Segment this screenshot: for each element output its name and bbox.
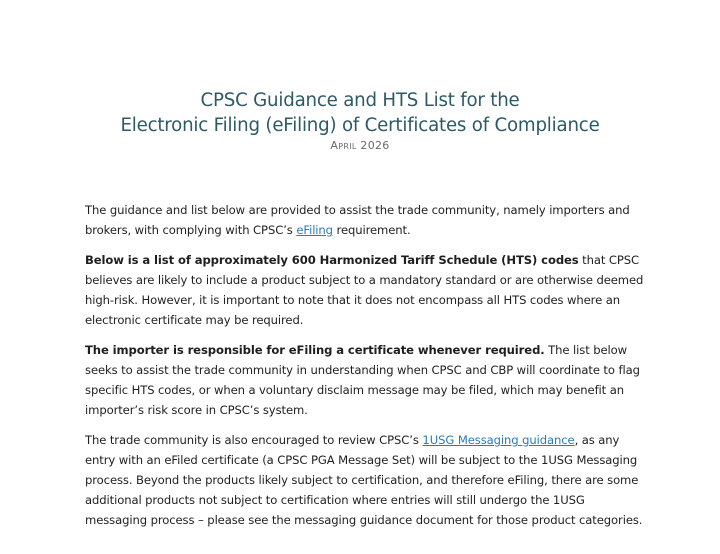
paragraph-1usg-messaging: [85, 430, 645, 530]
paragraph-1usg-text-before: The trade community is also encouraged to review CPSC’s: [85, 433, 423, 447]
document-body: [85, 200, 645, 540]
paragraph-hts-list-bold: Below is a list of approximately 600 Harmonized Tariff Schedule (HTS) codes: [85, 253, 579, 267]
paragraph-hts-list: [85, 250, 645, 330]
paragraph-importer-bold: The importer is responsible for eFiling a certificate whenever required.: [85, 343, 545, 357]
document-header: [0, 88, 720, 154]
document-date: April 2026: [330, 139, 390, 152]
paragraph-hts-list-text: that CPSC believes are likely to include a product subject to a mandatory standard or are otherwise deemed high-risk. However, it is important to note that it does not encompass all HTS codes where an electronic certificate may be required.: [85, 253, 644, 327]
paragraph-intro: [85, 200, 645, 240]
paragraph-intro-text-before: The guidance and list below are provided to assist the trade community, namely importers and brokers, with complying with CPSC’s: [85, 203, 630, 237]
1usg-messaging-guidance-link[interactable]: 1USG Messaging guidance: [422, 433, 575, 447]
document-title-line-1: CPSC Guidance and HTS List for the: [200, 90, 520, 111]
paragraph-importer-text: The list below seeks to assist the trade community in understanding when CPSC and CBP will coordinate to flag specific HTS codes, or when a voluntary disclaim message may be filed, which may benefit an importer’s risk score in CPSC’s system.: [85, 343, 640, 417]
paragraph-1usg-text-after: , as any entry with an eFiled certificate (a CPSC PGA Message Set) will be subject to the 1USG Messaging process. Beyond the products likely subject to certification, and therefore eFiling, there are some additional products not subject to certification where entries will still undergo the 1USG messaging process – please see the messaging guidance document for those product categories.: [85, 433, 643, 527]
document-title-line-2: Electronic Filing (eFiling) of Certificates of Compliance: [120, 115, 600, 136]
paragraph-importer-responsibility: [85, 340, 645, 420]
efiling-link[interactable]: eFiling: [296, 223, 333, 237]
paragraph-intro-text-after: requirement.: [332, 223, 411, 237]
